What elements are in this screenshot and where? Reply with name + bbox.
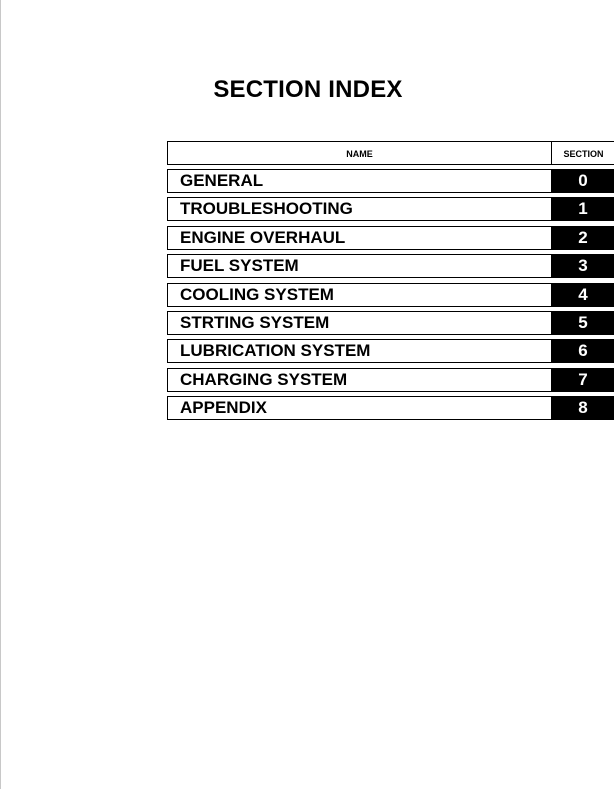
section-name: ENGINE OVERHAUL xyxy=(180,227,346,247)
page-title: SECTION INDEX xyxy=(213,76,403,103)
section-name: GENERAL xyxy=(180,171,264,190)
table-row[interactable] xyxy=(167,368,614,392)
section-name: FUEL SYSTEM xyxy=(180,256,299,276)
section-number: 5 xyxy=(551,312,614,334)
table-row[interactable] xyxy=(167,169,614,193)
section-name: STRTING SYSTEM xyxy=(180,312,330,332)
table-row[interactable] xyxy=(167,197,614,221)
section-number: 6 xyxy=(551,340,614,362)
section-number: 0 xyxy=(551,170,614,192)
table-row[interactable] xyxy=(167,254,614,278)
table-row[interactable] xyxy=(167,396,614,420)
section-number: 7 xyxy=(551,369,614,391)
section-number: 3 xyxy=(551,255,614,277)
section-name: APPENDIX xyxy=(180,398,267,418)
table-row[interactable] xyxy=(167,339,614,363)
section-number: 1 xyxy=(551,198,614,220)
table-header xyxy=(167,141,614,165)
section-index-table xyxy=(167,169,614,425)
section-number: 8 xyxy=(551,397,614,419)
section-name: COOLING SYSTEM xyxy=(180,284,334,304)
section-name: TROUBLESHOOTING xyxy=(180,199,353,219)
section-name: CHARGING SYSTEM xyxy=(180,369,348,389)
section-number: 4 xyxy=(551,284,614,306)
table-row[interactable] xyxy=(167,226,614,250)
table-row[interactable] xyxy=(167,283,614,307)
table-row[interactable] xyxy=(167,311,614,335)
section-name: LUBRICATION SYSTEM xyxy=(180,341,371,361)
header-name: NAME xyxy=(168,142,552,164)
section-number: 2 xyxy=(551,227,614,249)
header-section: SECTION xyxy=(563,148,604,159)
